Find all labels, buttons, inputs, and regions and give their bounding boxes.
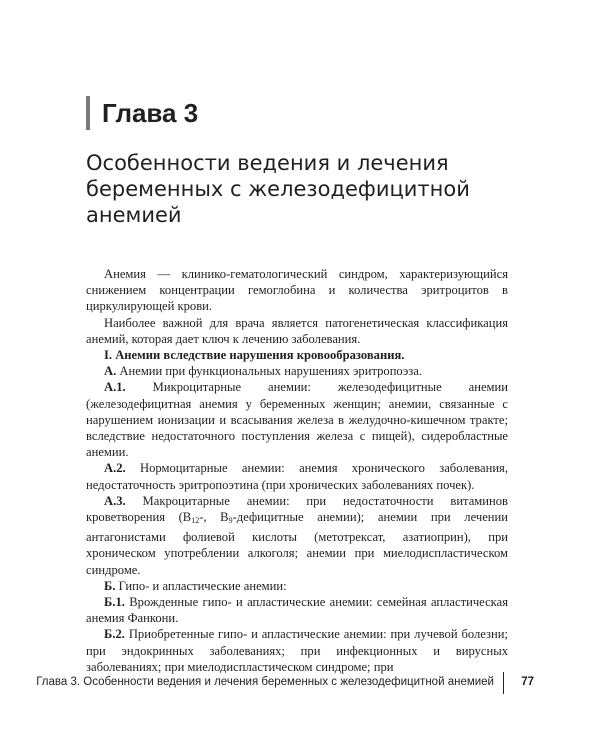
running-title: Глава 3. Особенности ведения и лечения беременных с железодефицитной анемией <box>36 676 494 688</box>
paragraph-a2 <box>86 460 508 492</box>
item-text: Врожденные гипо- и апластические анемии: семейная апластическая анемия Фанкони. <box>86 595 508 626</box>
chapter-label: Глава 3 <box>86 96 198 130</box>
paragraph-a3 <box>86 493 508 578</box>
subscript: 12 <box>191 516 200 526</box>
paragraph-a <box>86 363 508 379</box>
item-label: А.2. <box>104 461 126 476</box>
footer-divider <box>503 672 504 694</box>
body-text <box>86 266 508 675</box>
section-heading-1: I. Анемии вследствие нарушения кровообразования. <box>104 348 405 363</box>
page-number: 77 <box>521 676 534 688</box>
item-text: Макроцитарные анемии: при недостаточности витаминов кроветворения (B <box>86 493 508 525</box>
item-label: Б. <box>104 578 116 593</box>
item-label: А. <box>104 364 117 379</box>
paragraph-b1 <box>86 594 508 626</box>
item-label: А.3. <box>104 493 126 508</box>
item-text: -, B <box>199 510 229 525</box>
paragraph-b2 <box>86 626 508 675</box>
chapter-title: Особенности ведения и лечения беременных с железодефицитной анемией <box>86 151 470 227</box>
subscript: 9 <box>228 516 233 526</box>
paragraph-a1 <box>86 379 508 460</box>
paragraph-b <box>86 578 508 594</box>
item-text: Приобретенные гипо- и апластические анемии: при лучевой болезни; при эндокринных заболеваниях; при инфекционных и вирусных заболеваниях; при миелодиспластическом синдроме; при <box>86 627 508 674</box>
item-text: Нормоцитарные анемии: анемия хронического заболевания, недостаточность эритропоэтина (при хронических заболеваниях почек). <box>86 461 508 492</box>
item-text: Анемии при функциональных нарушениях эритропоэза. <box>116 364 422 379</box>
page-footer <box>36 672 534 694</box>
item-text: Микроцитарные анемии: железодефицитные анемии (железодефицитная анемия у беременных женщин; анемии, связанные с нарушением ионизации и всасывания железа в желудочно-кишечном тракте; вследствие недостаточного поступления железа с пищей), сидеробластные анемии. <box>86 380 508 460</box>
paragraph-classification-intro: Наиболее важной для врача является патогенетическая классификация анемий, которая дает ключ к лечению заболевания. <box>86 315 508 346</box>
item-label: Б.1. <box>104 595 125 610</box>
item-label: А.1. <box>104 380 126 395</box>
item-text: -дефицитные анемии); анемии при лечении антагонистами фолиевой кислоты (метотрексат, азатиоприн), при хроническом употреблении алкоголя; анемии при миелодиспластическом синдроме. <box>86 510 508 577</box>
item-label: Б.2. <box>104 627 125 642</box>
item-text: Гипо- и апластические анемии: <box>115 578 287 593</box>
paragraph-definition: Анемия — клинико-гематологический синдром, характеризующийся снижением концентрации гемоглобина и количества эритроцитов в циркулирующей крови. <box>86 267 508 314</box>
